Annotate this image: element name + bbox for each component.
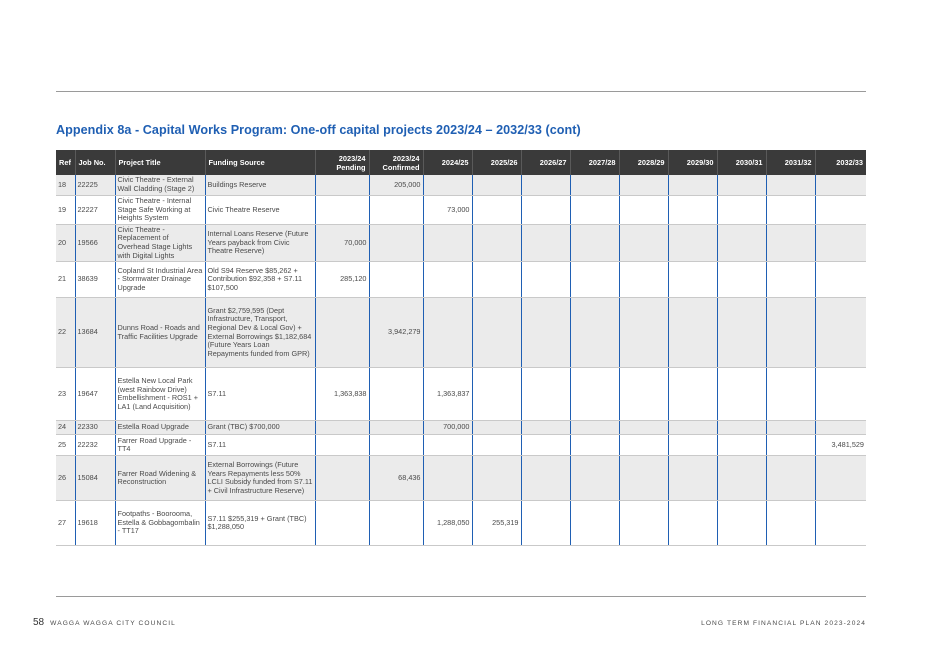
- table-body: [56, 175, 866, 546]
- job-no-cell: 19618: [75, 501, 115, 546]
- value-cell: 1,363,837: [423, 368, 472, 421]
- value-cell: [521, 175, 570, 196]
- job-no-cell: 13684: [75, 298, 115, 368]
- value-cell: [472, 435, 521, 456]
- value-cell: [423, 262, 472, 298]
- value-cell: [315, 435, 369, 456]
- col-header-2024-25: 2024/25: [423, 150, 472, 175]
- value-cell: 700,000: [423, 421, 472, 435]
- value-cell: [521, 298, 570, 368]
- value-cell: [521, 196, 570, 225]
- value-cell: [815, 196, 866, 225]
- value-cell: [619, 368, 668, 421]
- value-cell: [815, 298, 866, 368]
- project-title-cell: Farrer Road Upgrade - TT4: [115, 435, 205, 456]
- value-cell: [423, 435, 472, 456]
- value-cell: [521, 224, 570, 261]
- project-title-cell: Footpaths - Boorooma, Estella & Gobbagombalin - TT17: [115, 501, 205, 546]
- col-header-2029-30: 2029/30: [668, 150, 717, 175]
- value-cell: [472, 421, 521, 435]
- funding-source-cell: S7.11: [205, 435, 315, 456]
- value-cell: 68,436: [369, 456, 423, 501]
- col-header-2026-27: 2026/27: [521, 150, 570, 175]
- ref-cell: 25: [56, 435, 75, 456]
- job-no-cell: 15084: [75, 456, 115, 501]
- table-row: [56, 456, 866, 501]
- value-cell: [766, 262, 815, 298]
- value-cell: [472, 368, 521, 421]
- value-cell: [717, 224, 766, 261]
- value-cell: [619, 298, 668, 368]
- funding-source-cell: S7.11: [205, 368, 315, 421]
- col-header-ref: Ref: [56, 150, 75, 175]
- col-header-2027-28: 2027/28: [570, 150, 619, 175]
- ref-cell: 19: [56, 196, 75, 225]
- value-cell: [369, 435, 423, 456]
- col-header-2025-26: 2025/26: [472, 150, 521, 175]
- value-cell: [570, 175, 619, 196]
- ref-cell: 23: [56, 368, 75, 421]
- value-cell: [815, 175, 866, 196]
- value-cell: [717, 262, 766, 298]
- value-cell: [570, 196, 619, 225]
- value-cell: [570, 298, 619, 368]
- value-cell: [315, 501, 369, 546]
- project-title-cell: Estella New Local Park (west Rainbow Drive) Embellishment - ROS1 + LA1 (Land Acquisition): [115, 368, 205, 421]
- value-cell: [315, 196, 369, 225]
- value-cell: [521, 421, 570, 435]
- value-cell: [668, 435, 717, 456]
- value-cell: [815, 368, 866, 421]
- value-cell: [668, 421, 717, 435]
- value-cell: [766, 368, 815, 421]
- col-header-2032-33: 2032/33: [815, 150, 866, 175]
- value-cell: [472, 298, 521, 368]
- page-number: 58: [33, 617, 45, 628]
- value-cell: [668, 262, 717, 298]
- col-header-project-title: Project Title: [115, 150, 205, 175]
- value-cell: [815, 456, 866, 501]
- value-cell: 1,288,050: [423, 501, 472, 546]
- value-cell: [423, 456, 472, 501]
- value-cell: [315, 421, 369, 435]
- value-cell: [619, 421, 668, 435]
- funding-source-cell: Grant $2,759,595 (Dept Infrastructure, Transport, Regional Dev & Local Gov) + External Borrowings $1,182,684 (Future Years Loan Repayments funded from GPR): [205, 298, 315, 368]
- value-cell: [315, 175, 369, 196]
- ref-cell: 27: [56, 501, 75, 546]
- capital-works-table: [56, 150, 866, 546]
- value-cell: [668, 175, 717, 196]
- project-title-cell: Farrer Road Widening & Reconstruction: [115, 456, 205, 501]
- value-cell: [570, 262, 619, 298]
- value-cell: [766, 196, 815, 225]
- ref-cell: 20: [56, 224, 75, 261]
- value-cell: [766, 456, 815, 501]
- value-cell: [472, 456, 521, 501]
- value-cell: [369, 501, 423, 546]
- value-cell: [619, 175, 668, 196]
- funding-source-cell: Buildings Reserve: [205, 175, 315, 196]
- bottom-divider: [56, 596, 866, 597]
- value-cell: [423, 298, 472, 368]
- table-row: [56, 501, 866, 546]
- funding-source-cell: Internal Loans Reserve (Future Years payback from Civic Theatre Reserve): [205, 224, 315, 261]
- footer-left: [33, 617, 176, 628]
- value-cell: [369, 368, 423, 421]
- value-cell: [570, 456, 619, 501]
- value-cell: [668, 501, 717, 546]
- value-cell: [815, 501, 866, 546]
- value-cell: [766, 175, 815, 196]
- job-no-cell: 19647: [75, 368, 115, 421]
- value-cell: [815, 224, 866, 261]
- value-cell: [315, 298, 369, 368]
- value-cell: 255,319: [472, 501, 521, 546]
- value-cell: [815, 421, 866, 435]
- job-no-cell: 22232: [75, 435, 115, 456]
- value-cell: [521, 501, 570, 546]
- value-cell: [423, 175, 472, 196]
- table-row: [56, 368, 866, 421]
- funding-source-cell: S7.11 $255,319 + Grant (TBC) $1,288,050: [205, 501, 315, 546]
- value-cell: [815, 262, 866, 298]
- table-row: [56, 224, 866, 261]
- value-cell: [369, 421, 423, 435]
- project-title-cell: Civic Theatre - Internal Stage Safe Working at Heights System: [115, 196, 205, 225]
- table-row: [56, 435, 866, 456]
- value-cell: 1,363,838: [315, 368, 369, 421]
- value-cell: [521, 435, 570, 456]
- ref-cell: 22: [56, 298, 75, 368]
- col-header-2023-24-pending: 2023/24 Pending: [315, 150, 369, 175]
- table-row: [56, 175, 866, 196]
- job-no-cell: 38639: [75, 262, 115, 298]
- value-cell: [717, 456, 766, 501]
- value-cell: [766, 435, 815, 456]
- page-title: Appendix 8a - Capital Works Program: One-off capital projects 2023/24 – 2032/33 (cont): [56, 123, 581, 137]
- project-title-cell: Civic Theatre - Replacement of Overhead Stage Lights with Digital Lights: [115, 224, 205, 261]
- value-cell: [619, 435, 668, 456]
- plan-name: LONG TERM FINANCIAL PLAN 2023-2024: [701, 620, 866, 627]
- value-cell: [369, 262, 423, 298]
- value-cell: 70,000: [315, 224, 369, 261]
- value-cell: [668, 368, 717, 421]
- ref-cell: 21: [56, 262, 75, 298]
- value-cell: [315, 456, 369, 501]
- col-header-funding-source: Funding Source: [205, 150, 315, 175]
- project-title-cell: Dunns Road - Roads and Traffic Facilities Upgrade: [115, 298, 205, 368]
- value-cell: [521, 262, 570, 298]
- value-cell: [717, 175, 766, 196]
- value-cell: [668, 456, 717, 501]
- council-name: WAGGA WAGGA CITY COUNCIL: [50, 620, 176, 627]
- value-cell: [472, 196, 521, 225]
- value-cell: [619, 224, 668, 261]
- value-cell: [570, 421, 619, 435]
- job-no-cell: 22225: [75, 175, 115, 196]
- value-cell: [521, 456, 570, 501]
- job-no-cell: 22227: [75, 196, 115, 225]
- value-cell: [717, 435, 766, 456]
- value-cell: [717, 368, 766, 421]
- value-cell: [668, 196, 717, 225]
- top-divider: [56, 91, 866, 92]
- table-row: [56, 298, 866, 368]
- value-cell: [619, 456, 668, 501]
- value-cell: [472, 224, 521, 261]
- funding-source-cell: Old S94 Reserve $85,262 + Contribution $92,358 + S7.11 $107,500: [205, 262, 315, 298]
- funding-source-cell: External Borrowings (Future Years Repayments less 50% LCLI Subsidy funded from S7.11 + Civil Infrastructure Reserve): [205, 456, 315, 501]
- value-cell: [570, 435, 619, 456]
- col-header-job-no: Job No.: [75, 150, 115, 175]
- job-no-cell: 19566: [75, 224, 115, 261]
- value-cell: [423, 224, 472, 261]
- project-title-cell: Estella Road Upgrade: [115, 421, 205, 435]
- project-title-cell: Civic Theatre - External Wall Cladding (Stage 2): [115, 175, 205, 196]
- ref-cell: 18: [56, 175, 75, 196]
- value-cell: [619, 501, 668, 546]
- value-cell: [766, 501, 815, 546]
- value-cell: [766, 421, 815, 435]
- col-header-2028-29: 2028/29: [619, 150, 668, 175]
- value-cell: [472, 175, 521, 196]
- value-cell: [717, 421, 766, 435]
- value-cell: 3,481,529: [815, 435, 866, 456]
- value-cell: 205,000: [369, 175, 423, 196]
- value-cell: [369, 224, 423, 261]
- value-cell: [766, 298, 815, 368]
- project-title-cell: Copland St Industrial Area - Stormwater Drainage Upgrade: [115, 262, 205, 298]
- value-cell: [472, 262, 521, 298]
- value-cell: [619, 196, 668, 225]
- value-cell: 3,942,279: [369, 298, 423, 368]
- value-cell: [717, 196, 766, 225]
- value-cell: [668, 224, 717, 261]
- value-cell: [521, 368, 570, 421]
- funding-source-cell: Grant (TBC) $700,000: [205, 421, 315, 435]
- funding-source-cell: Civic Theatre Reserve: [205, 196, 315, 225]
- table-row: [56, 262, 866, 298]
- value-cell: 285,120: [315, 262, 369, 298]
- ref-cell: 26: [56, 456, 75, 501]
- table-header-row: [56, 150, 866, 175]
- col-header-2031-32: 2031/32: [766, 150, 815, 175]
- value-cell: [717, 501, 766, 546]
- value-cell: 73,000: [423, 196, 472, 225]
- col-header-2030-31: 2030/31: [717, 150, 766, 175]
- ref-cell: 24: [56, 421, 75, 435]
- value-cell: [570, 501, 619, 546]
- value-cell: [570, 368, 619, 421]
- table-row: [56, 196, 866, 225]
- value-cell: [570, 224, 619, 261]
- value-cell: [619, 262, 668, 298]
- value-cell: [369, 196, 423, 225]
- job-no-cell: 22330: [75, 421, 115, 435]
- value-cell: [668, 298, 717, 368]
- col-header-2023-24-confirmed: 2023/24 Confirmed: [369, 150, 423, 175]
- value-cell: [717, 298, 766, 368]
- value-cell: [766, 224, 815, 261]
- table-row: [56, 421, 866, 435]
